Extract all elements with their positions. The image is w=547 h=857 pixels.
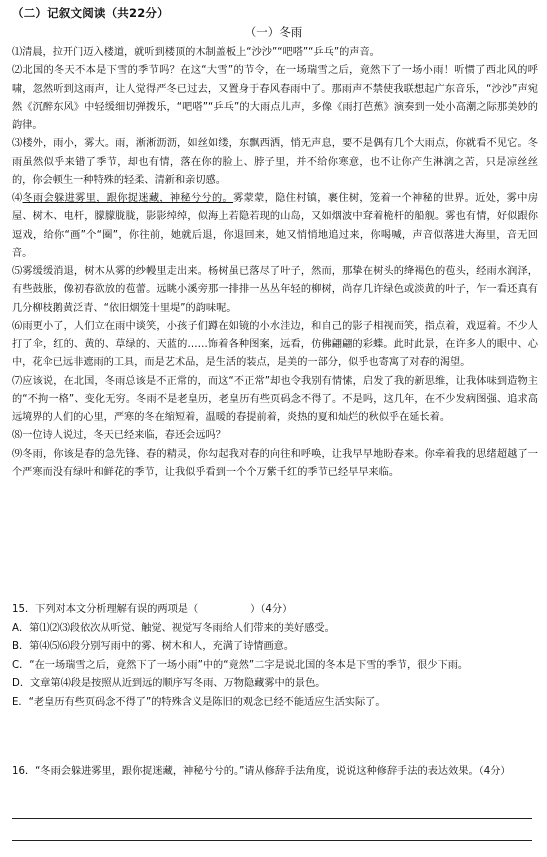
question-16 [12, 763, 538, 782]
article-title: （一）冬雨 [244, 25, 303, 39]
option-b: B．第⑷⑸⑹段分别写雨中的雾、树木和人，充满了诗情画意。 [12, 641, 295, 652]
option-a: A．第⑴⑵⑶段依次从听觉、触觉、视觉写冬雨给人们带来的美好感受。 [12, 622, 335, 634]
paragraph-7: ⑺应该说，在北国，冬雨总该是不正常的，而这“不正常”却也令我别有情愫，启发了我的新思维，让我体味到造物主的“不拘一格”、变化无穷。冬雨不是老皇历，老皇历有些页码念不得了。不是吗，这几年，在不少发病图强、追求高远境界的人们的心里，严寒的冬在缩短着，温暖的春提前着，炎热的夏和灿烂的秋似乎在延长着。 [12, 375, 538, 423]
paragraph-4 [12, 190, 538, 263]
paragraph-9: ⑼冬雨，你该是春的急先锋、春的精灵，你勾起我对春的向往和呼唤，让我早早地盼春来。你牵着我的思绪超越了一个严寒而没有绿叶和鲜花的季节，让我似乎看到一个个万紫千红的季节已经早早来临。 [12, 448, 538, 478]
paragraph-8: ⑻一位诗人说过，冬天已经来临，春还会远吗？ [12, 430, 226, 442]
article-body [12, 44, 538, 482]
paragraph-5: ⑸雾缓缓消退，树木从雾的纱幔里走出来。杨树虽已落尽了叶子，然而，那挚在树头的绛褐色的苞头，经雨水润泽，有些鼓胀，像初春欲放的苞蕾。远眺小溪旁那一排排一丛丛年轻的柳树，尚存几许绿色或淡黄的叶子，乍一看还真有几分柳枝鹅黄泛青、“依旧烟笼十里堤”的韵味呢。 [12, 266, 538, 314]
answer-line-1[interactable] [12, 818, 532, 819]
option-d: D．文章第⑷段是按照从近到远的顺序写冬雨、万物隐藏雾中的景色。 [12, 678, 326, 689]
question-15-stem-text: 15．下列对本文分析理解有误的两项是（ [12, 604, 199, 615]
paragraph-4-number: ⑷ [12, 193, 23, 204]
paragraph-4-text: 雾蒙蒙，隐住村镇，裹住树，笼着一个神秘的世界。近处，雾中房屋、树木、电杆，朦朦胧胧，影影绰绰，似海上若隐若现的山岛，又如烟波中耷着桅杆的船舰。雾也有情，好似跟你逗戏，给你“画”个“圈”，你往前，她就后退，你退回来，她又悄悄地追过来，你喝喊，声音似落进大海里，音无回音。 [12, 193, 539, 259]
paragraph-3: ⑶楼外，雨小，雾大。雨，淅淅沥沥，如丝如缕，东飘西洒，悄无声息，要不是偶有几个大雨点，你就看不见它。冬雨虽然似乎来错了季节，却也有情，落在你的脸上、脖子里，并不给你寒意，也不让你产生淋漓之苦，只是凉丝丝的，你会顿生一种特殊的轻柔、清新和亲切感。 [12, 138, 538, 186]
paragraph-1: ⑴清晨，拉开门迈入楼道，就听到楼顶的木制盖板上“沙沙”“吧嗒”“乒乓”的声音。 [12, 47, 380, 58]
option-c: C．“在一场瑞雪之后，竟然下了一场小雨”中的“竟然”二字是说北国的冬本是下雪的季节，很少下雨。 [12, 659, 469, 671]
question-15-stem [12, 601, 538, 620]
paragraph-6: ⑹雨更小了，人们立在雨中谈笑，小孩子们蹲在如镜的小水洼边，和自己的影子相视而笑，指点着，戏逗着。不少人打了伞，红的、黄的、草绿的、天蓝的……饰着各种图案，远看，仿佛翩翩的彩蝶。此时此景，在许多人的眼中、心中，花伞已远非遮雨的工具，而是艺术品，是生活的装点，是美的一部分，似乎也寄寓了对春的渴望。 [12, 320, 538, 369]
underlined-sentence: 冬雨会躲进雾里，跟你捉迷藏，神秘兮兮的。 [22, 193, 234, 204]
paragraph-2: ⑵北国的冬天不本是下雪的季节吗？在这“大雪”的节令，在一场瑞雪之后，竟然下了一场小雨！听惯了西北风的呼啸，忽然听到这雨声，让人觉得严冬已过去，又置身于春风春雨中了。那雨声不禁使我联想起广东音乐，“沙沙”声宛然《沉醉东风》中轻缓细切弹拨乐，“吧嗒”“乒乓”的大雨点儿声，多像《雨打芭蕉》演奏到一处小高潮之际那美妙的韵律。 [12, 65, 538, 131]
question-15 [12, 601, 538, 712]
option-e: E．“老皇历有些页码念不得了”的特殊含义是陈旧的观念已经不能适应生活实际了。 [12, 696, 386, 708]
question-15-stem-end: ）（4分） [250, 604, 293, 615]
answer-line-2[interactable] [12, 840, 532, 841]
section-title: （二）记叙文阅读（共22分） [12, 6, 169, 20]
question-16-stem: 16．“冬雨会躲进雾里，跟你捉迷藏，神秘兮兮的。”请从修辞手法角度，说说这种修辞手法的表达效果。（4分） [12, 766, 511, 777]
